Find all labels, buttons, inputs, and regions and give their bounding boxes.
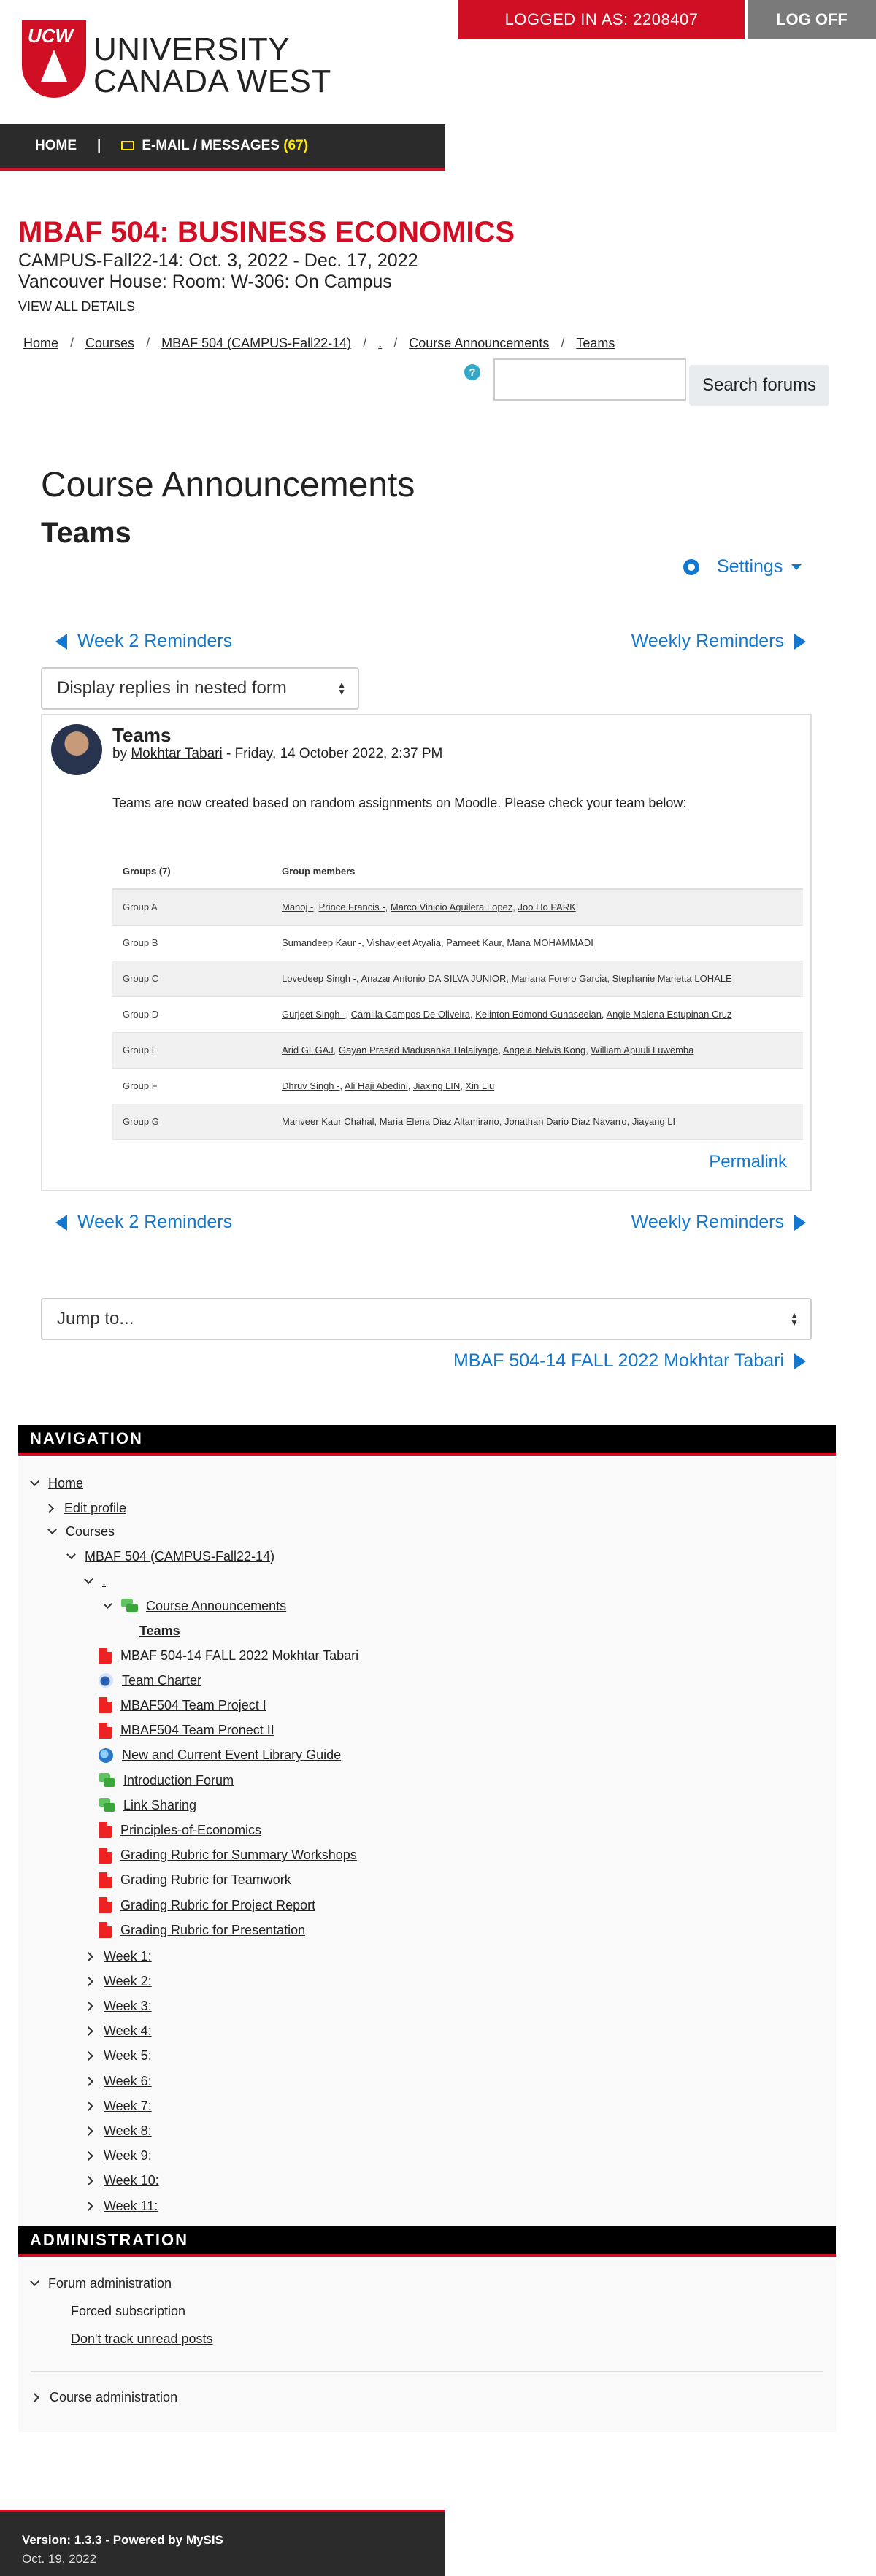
post-author-link[interactable]: Mokhtar Tabari <box>131 746 223 761</box>
member-separator: , <box>361 937 367 948</box>
caret-down-icon <box>791 564 802 570</box>
nav-week-item[interactable] <box>85 1948 152 1965</box>
member-separator: , <box>506 973 512 984</box>
breadcrumb <box>23 336 615 351</box>
group-name: Group C <box>112 961 272 996</box>
nav-activity-label[interactable]: MBAF504 Team Pronect II <box>120 1723 274 1738</box>
chevron-down-icon <box>47 1525 57 1534</box>
course-location: Vancouver House: Room: W-306: On Campus <box>18 272 392 292</box>
forum-administration[interactable] <box>31 2275 172 2292</box>
email-count: (67) <box>283 138 309 153</box>
chevron-down-icon <box>84 1575 93 1584</box>
nav-courses[interactable] <box>49 1523 115 1540</box>
group-name: Group A <box>112 889 272 925</box>
chevron-right-icon <box>84 2202 93 2211</box>
group-name: Group E <box>112 1032 272 1068</box>
member-separator: , <box>460 1080 466 1091</box>
post-body: Teams are now created based on random assignments on Moodle. Please check your team below: <box>112 796 687 810</box>
member-separator: , <box>626 1116 632 1127</box>
member-separator: , <box>585 1045 591 1056</box>
nav-week-item[interactable] <box>85 1997 152 2015</box>
nav-week-item[interactable] <box>85 2023 152 2040</box>
pdf-icon <box>99 1822 112 1838</box>
member-link[interactable]: Jiaxing LIN <box>412 1080 461 1091</box>
logo-abbr: UCW <box>28 25 74 47</box>
administration-tree <box>18 2260 836 2432</box>
table-row <box>112 996 803 1032</box>
group-members <box>272 1068 803 1104</box>
breadcrumb-course[interactable]: MBAF 504 (CAMPUS-Fall22-14) <box>161 336 352 350</box>
nav-activity-label[interactable]: Grading Rubric for Summary Workshops <box>120 1848 357 1863</box>
chevron-down-icon <box>30 1477 39 1486</box>
nav-week-item[interactable] <box>85 2122 152 2139</box>
member-link[interactable]: Anazar Antonio DA SILVA JUNIOR <box>361 973 507 984</box>
prev-discussion-label: Week 2 Reminders <box>77 1212 233 1232</box>
group-name: Group F <box>112 1068 272 1104</box>
nav-activity-item[interactable] <box>99 1896 315 1914</box>
member-link[interactable]: Prince Francis - <box>318 901 385 913</box>
log-off-button[interactable]: LOG OFF <box>748 0 876 39</box>
member-link[interactable]: Angie Malena Estupinan Cruz <box>606 1009 732 1020</box>
gear-icon <box>683 559 699 575</box>
nav-week-label[interactable]: Week 1: <box>104 1948 152 1964</box>
nav-week-item[interactable] <box>85 2172 159 2190</box>
logo-line-2: CANADA WEST <box>93 64 331 99</box>
search-forums-button[interactable]: Search forums <box>689 365 829 406</box>
page-heading: Course Announcements <box>41 466 415 504</box>
groups-table <box>112 854 803 1140</box>
group-members <box>272 1032 803 1068</box>
next-discussion-link-bottom[interactable] <box>631 1212 806 1233</box>
nav-week-item[interactable] <box>85 2072 152 2090</box>
arrow-right-icon <box>794 1353 806 1369</box>
discussion-heading: Teams <box>41 517 131 549</box>
breadcrumb-separator: / <box>146 336 150 350</box>
member-link[interactable]: Manoj - <box>282 901 314 913</box>
maple-leaf-icon <box>41 50 67 82</box>
breadcrumb-home[interactable]: Home <box>23 336 59 350</box>
member-separator: , <box>512 901 518 913</box>
member-separator: , <box>499 1116 504 1127</box>
select-arrows-icon: ▲ ▼ <box>337 680 346 697</box>
table-row <box>112 1104 803 1139</box>
member-link[interactable]: Jonathan Dario Diaz Navarro <box>504 1116 627 1127</box>
nav-activity-item[interactable] <box>99 1747 341 1764</box>
member-link[interactable]: Sumandeep Kaur - <box>282 937 362 948</box>
menu-email[interactable] <box>121 138 308 154</box>
table-row <box>112 1068 803 1104</box>
course-title: MBAF 504: BUSINESS ECONOMICS <box>18 216 515 248</box>
member-link[interactable]: Maria Elena Diaz Altamirano <box>379 1116 499 1127</box>
pdf-icon <box>99 1697 112 1713</box>
forced-subscription-label: Forced subscription <box>71 2303 186 2318</box>
chevron-right-icon <box>84 2151 93 2161</box>
nav-activity-label[interactable]: Link Sharing <box>123 1797 197 1812</box>
settings-menu[interactable] <box>683 556 802 577</box>
chevron-right-icon <box>84 2176 93 2185</box>
envelope-icon <box>121 141 134 150</box>
logo-line-1: UNIVERSITY <box>93 31 291 67</box>
nav-forum[interactable] <box>104 1597 286 1615</box>
forum-icon <box>99 1798 116 1812</box>
member-link[interactable]: Mariana Forero Garcia <box>511 973 607 984</box>
view-all-details-link[interactable]: VIEW ALL DETAILS <box>18 299 136 314</box>
pdf-icon <box>99 1922 112 1938</box>
member-link[interactable]: Kelinton Edmond Gunaseelan <box>475 1009 602 1020</box>
breadcrumb-separator: / <box>393 336 398 350</box>
nav-courses-label[interactable]: Courses <box>66 1523 115 1539</box>
next-activity-label: MBAF 504-14 FALL 2022 Mokhtar Tabari <box>453 1350 784 1371</box>
help-icon[interactable]: ? <box>464 364 480 380</box>
member-separator: , <box>407 1080 413 1091</box>
navigation-block-header: NAVIGATION <box>18 1425 836 1456</box>
logged-in-badge: LOGGED IN AS: 2208407 <box>458 0 745 39</box>
member-link[interactable]: Jiayang LI <box>631 1116 676 1127</box>
forum-icon <box>121 1599 139 1613</box>
member-link[interactable]: Camilla Campos De Oliveira <box>350 1009 470 1020</box>
member-separator: , <box>601 1009 607 1020</box>
group-name: Group G <box>112 1104 272 1139</box>
forum-post <box>41 714 812 1191</box>
nav-edit-profile-label[interactable]: Edit profile <box>64 1500 127 1515</box>
jump-to-select[interactable] <box>41 1298 812 1340</box>
display-mode-select[interactable] <box>41 667 359 710</box>
post-byline <box>112 746 442 762</box>
nav-activity-item[interactable] <box>99 1847 357 1864</box>
university-logo[interactable] <box>22 20 343 101</box>
post-subject: Teams <box>112 724 172 746</box>
nav-activity-item[interactable] <box>99 1647 358 1664</box>
byline-prefix: by <box>112 746 128 761</box>
groups-column-header: Groups (7) <box>112 854 272 889</box>
member-separator: , <box>498 1045 503 1056</box>
nav-activity-item[interactable] <box>99 1872 291 1889</box>
chevron-down-icon <box>66 1550 76 1559</box>
arrow-left-icon <box>55 634 67 650</box>
prev-discussion-label: Week 2 Reminders <box>77 631 233 651</box>
forced-subscription <box>71 2302 185 2320</box>
nav-week-item[interactable] <box>85 2197 158 2215</box>
chevron-right-icon <box>84 2051 93 2061</box>
chevron-right-icon <box>84 2077 93 2086</box>
group-members <box>272 889 803 925</box>
member-link[interactable]: Ali Haji Abedini <box>345 1080 408 1091</box>
nav-week-label[interactable]: Week 11: <box>104 2198 158 2213</box>
member-link[interactable]: Manveer Kaur Chahal <box>282 1116 374 1127</box>
member-link[interactable]: Marco Vinicio Aguilera Lopez <box>390 901 513 913</box>
member-separator: , <box>339 1080 345 1091</box>
chevron-down-icon <box>103 1599 112 1609</box>
member-link[interactable]: Stephanie Marietta LOHALE <box>612 973 732 984</box>
forum-icon <box>99 1773 116 1788</box>
member-separator: , <box>313 901 319 913</box>
nav-activity-label[interactable]: MBAF 504-14 FALL 2022 Mokhtar Tabari <box>120 1648 359 1663</box>
nav-home-label[interactable]: Home <box>48 1475 84 1491</box>
next-discussion-label: Weekly Reminders <box>631 631 784 651</box>
display-mode-value: Display replies in nested form <box>57 678 287 698</box>
group-name: Group D <box>112 996 272 1032</box>
course-administration[interactable] <box>31 2388 177 2406</box>
breadcrumb-current[interactable]: Teams <box>576 336 615 350</box>
administration-block-header: ADMINISTRATION <box>18 2226 836 2257</box>
nav-section[interactable] <box>85 1572 106 1590</box>
nav-week-item[interactable] <box>85 2148 152 2165</box>
pdf-icon <box>99 1848 112 1864</box>
chevron-right-icon <box>84 1952 93 1961</box>
group-name: Group B <box>112 925 272 961</box>
nav-activity-item[interactable] <box>99 1772 234 1789</box>
chevron-right-icon <box>84 2102 93 2111</box>
pdf-icon <box>99 1648 112 1664</box>
nav-current-label[interactable]: Teams <box>139 1623 180 1638</box>
next-activity-link[interactable] <box>453 1350 806 1372</box>
search-forums-input[interactable] <box>493 358 686 401</box>
member-link[interactable]: Angela Nelvis Kong <box>502 1045 586 1056</box>
nav-edit-profile[interactable] <box>46 1499 126 1517</box>
member-separator: , <box>356 973 361 984</box>
footer-version: Version: 1.3.3 - Powered by MySIS <box>22 2533 223 2547</box>
nav-activity-label[interactable]: New and Current Event Library Guide <box>122 1748 342 1763</box>
member-separator: , <box>333 1045 339 1056</box>
author-avatar[interactable] <box>51 724 102 775</box>
member-link[interactable]: William Apuuli Luwemba <box>591 1045 694 1056</box>
footer-date: Oct. 19, 2022 <box>22 2552 97 2566</box>
prev-discussion-link[interactable] <box>55 631 232 652</box>
nav-week-item[interactable] <box>85 1972 152 1990</box>
arrow-left-icon <box>55 1215 67 1231</box>
main-menu-bar <box>0 124 445 171</box>
member-link[interactable]: Gayan Prasad Madusanka Halaliyage <box>339 1045 499 1056</box>
nav-activity-item[interactable] <box>99 1696 266 1714</box>
divider <box>31 2371 823 2372</box>
breadcrumb-forum[interactable]: Course Announcements <box>409 336 550 350</box>
member-separator: , <box>607 973 612 984</box>
member-link[interactable]: Arid GEGAJ <box>282 1045 334 1056</box>
nav-activity-label[interactable]: Grading Rubric for Teamwork <box>120 1872 291 1888</box>
table-row <box>112 925 803 961</box>
nav-home[interactable] <box>31 1475 83 1492</box>
member-separator: , <box>385 901 391 913</box>
nav-week-label[interactable]: Week 8: <box>104 2123 152 2138</box>
arrow-right-icon <box>794 1215 806 1231</box>
chevron-right-icon <box>84 2002 93 2011</box>
navigation-tree <box>18 1458 836 2238</box>
nav-week-label[interactable]: Week 6: <box>104 2073 152 2088</box>
nav-activity-item[interactable] <box>99 1672 201 1689</box>
member-link[interactable]: Xin Liu <box>465 1080 495 1091</box>
nav-week-label[interactable]: Week 10: <box>104 2173 159 2188</box>
member-link[interactable]: Lovedeep Singh - <box>282 973 356 984</box>
footer <box>0 2510 445 2576</box>
logo-wordmark <box>93 31 331 99</box>
nav-course[interactable] <box>68 1547 274 1565</box>
dont-track-label[interactable]: Don't track unread posts <box>71 2331 213 2346</box>
breadcrumb-section[interactable]: . <box>378 336 383 350</box>
nav-section-label[interactable]: . <box>102 1573 107 1588</box>
course-admin-label: Course administration <box>50 2389 178 2404</box>
pdf-icon <box>99 1723 112 1739</box>
table-row <box>112 889 803 925</box>
member-link[interactable]: Joo Ho PARK <box>518 901 576 913</box>
post-date: - Friday, 14 October 2022, 2:37 PM <box>226 746 443 761</box>
nav-activity-item[interactable] <box>99 1921 305 1939</box>
next-discussion-link[interactable] <box>631 631 806 652</box>
members-column-header: Group members <box>272 854 803 889</box>
pdf-icon <box>99 1897 112 1913</box>
nav-activity-label[interactable]: Principles-of-Economics <box>120 1822 262 1837</box>
nav-activity-label[interactable]: Introduction Forum <box>123 1772 234 1788</box>
calendar-icon <box>99 1673 113 1688</box>
nav-activity-label[interactable]: MBAF504 Team Project I <box>120 1697 266 1712</box>
select-arrows-icon: ▲ ▼ <box>790 1310 799 1328</box>
nav-activity-label[interactable]: Grading Rubric for Presentation <box>120 1922 306 1937</box>
nav-activity-item[interactable] <box>99 1722 274 1739</box>
url-icon <box>99 1748 113 1763</box>
nav-week-item[interactable] <box>85 2097 152 2115</box>
nav-week-label[interactable]: Week 4: <box>104 2023 152 2039</box>
chevron-right-icon <box>84 2026 93 2036</box>
next-discussion-label: Weekly Reminders <box>631 1212 784 1232</box>
nav-week-label[interactable]: Week 3: <box>104 1998 152 2013</box>
menu-separator: | <box>97 138 101 153</box>
jump-to-value: Jump to... <box>57 1309 134 1329</box>
chevron-down-icon <box>30 2277 39 2286</box>
course-term: CAMPUS-Fall22-14: Oct. 3, 2022 - Dec. 17, 2022 <box>18 250 418 271</box>
member-separator: , <box>374 1116 380 1127</box>
dont-track-unread-link[interactable] <box>71 2330 213 2348</box>
pdf-icon <box>99 1872 112 1888</box>
nav-forum-label[interactable]: Course Announcements <box>146 1598 287 1613</box>
nav-activity-item[interactable] <box>99 1821 261 1839</box>
table-row <box>112 1032 803 1068</box>
permalink-link[interactable]: Permalink <box>709 1152 787 1172</box>
member-separator: , <box>469 1009 476 1020</box>
logo-shield <box>22 20 86 98</box>
settings-label: Settings <box>717 556 783 577</box>
group-members <box>272 925 803 961</box>
member-separator: , <box>345 1009 351 1020</box>
table-row <box>112 961 803 996</box>
breadcrumb-separator: / <box>363 336 367 350</box>
chevron-right-icon <box>30 2393 39 2402</box>
group-members <box>272 1104 803 1139</box>
breadcrumb-courses[interactable]: Courses <box>85 336 135 350</box>
nav-activity-item[interactable] <box>99 1796 196 1814</box>
member-link[interactable]: Vishavjeet Atyalia <box>366 937 442 948</box>
nav-week-label[interactable]: Week 2: <box>104 1973 152 1988</box>
nav-current-teams[interactable] <box>139 1622 180 1639</box>
member-link[interactable]: Dhruv Singh - <box>282 1080 340 1091</box>
member-separator: , <box>441 937 447 948</box>
menu-email-label: E-MAIL / MESSAGES <box>142 138 280 153</box>
member-link[interactable]: Mana MOHAMMADI <box>507 937 593 948</box>
member-link[interactable]: Gurjeet Singh - <box>282 1009 346 1020</box>
member-separator: , <box>502 937 507 948</box>
member-link[interactable]: Parneet Kaur <box>446 937 502 948</box>
group-members <box>272 961 803 996</box>
table-header-row <box>112 854 803 889</box>
prev-discussion-link-bottom[interactable] <box>55 1212 232 1233</box>
menu-home[interactable]: HOME <box>35 138 77 153</box>
nav-week-label[interactable]: Week 9: <box>104 2148 152 2164</box>
forum-admin-label: Forum administration <box>48 2275 172 2291</box>
nav-activity-label[interactable]: Grading Rubric for Project Report <box>120 1897 316 1912</box>
chevron-right-icon <box>84 1977 93 1986</box>
chevron-right-icon <box>45 1504 54 1513</box>
nav-week-item[interactable] <box>85 2048 152 2065</box>
nav-course-label[interactable]: MBAF 504 (CAMPUS-Fall22-14) <box>85 1548 275 1564</box>
nav-week-label[interactable]: Week 7: <box>104 2098 152 2113</box>
nav-activity-label[interactable]: Team Charter <box>122 1672 202 1688</box>
chevron-right-icon <box>84 2126 93 2136</box>
group-members <box>272 996 803 1032</box>
nav-week-label[interactable]: Week 5: <box>104 2048 152 2064</box>
breadcrumb-separator: / <box>70 336 74 350</box>
arrow-right-icon <box>794 634 806 650</box>
breadcrumb-separator: / <box>561 336 565 350</box>
